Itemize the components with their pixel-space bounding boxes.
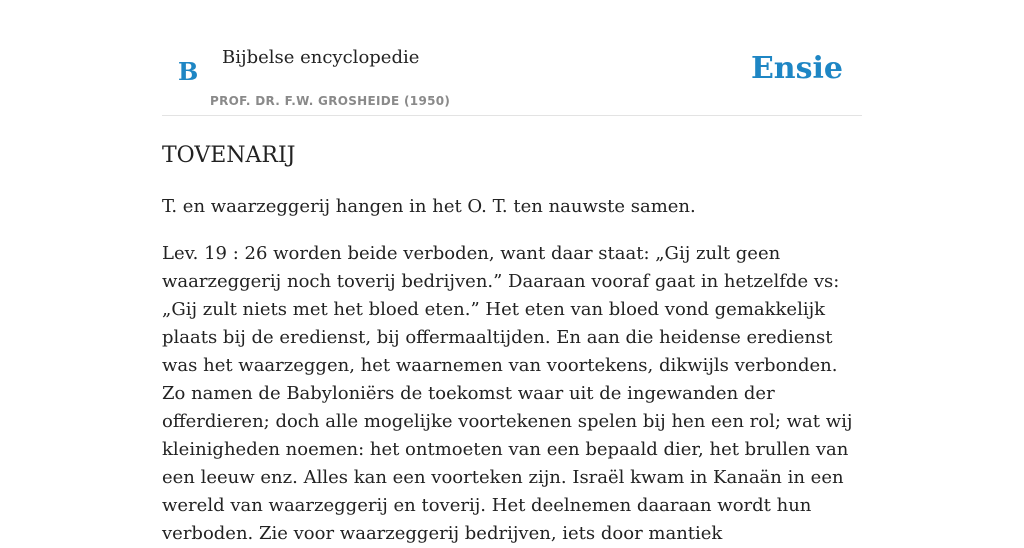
- book-author: PROF. DR. F.W. GROSHEIDE (1950): [210, 94, 451, 108]
- article-paragraph-2: Lev. 19 : 26 worden beide verboden, want daar staat: „Gij zult geen waarzeggerij noch toverij bedrijven.” Daaraan vooraf gaat in hetzelfde vs: „Gij zult niets met het bloed eten.” Het eten van bloed vond gemakkelijk plaats bij de eredienst, bij offermaaltijden. En aan die heidense eredienst was het waarzeggen, het waarnemen van voortekens, dikwijls verbonden. Zo namen de Babyloniërs de toekomst waar uit de ingewanden der offerdieren; doch alle mogelijke voortekenen spelen bij hen een rol; wat wij kleinigheden noemen: het ontmoeten van een bepaald dier, het brullen van een leeuw enz. Alles kan een voorteken zijn. Israël kwam in Kanaän in een wereld van waarzeggerij en toverij. Het deelnemen daaraan wordt hun verboden. Zie voor waarzeggerij bedrijven, iets door mantiek: [162, 243, 853, 544]
- article-paragraph-1: T. en waarzeggerij hangen in het O. T. ten nauwste samen.: [162, 196, 696, 217]
- page: [162, 0, 862, 548]
- book-letter-icon[interactable]: B: [178, 57, 199, 86]
- article-title: TOVENARIJ: [162, 143, 296, 168]
- ensie-logo[interactable]: Ensie: [750, 51, 843, 86]
- book-header: [162, 44, 862, 116]
- book-title-link[interactable]: Bijbelse encyclopedie: [222, 47, 420, 68]
